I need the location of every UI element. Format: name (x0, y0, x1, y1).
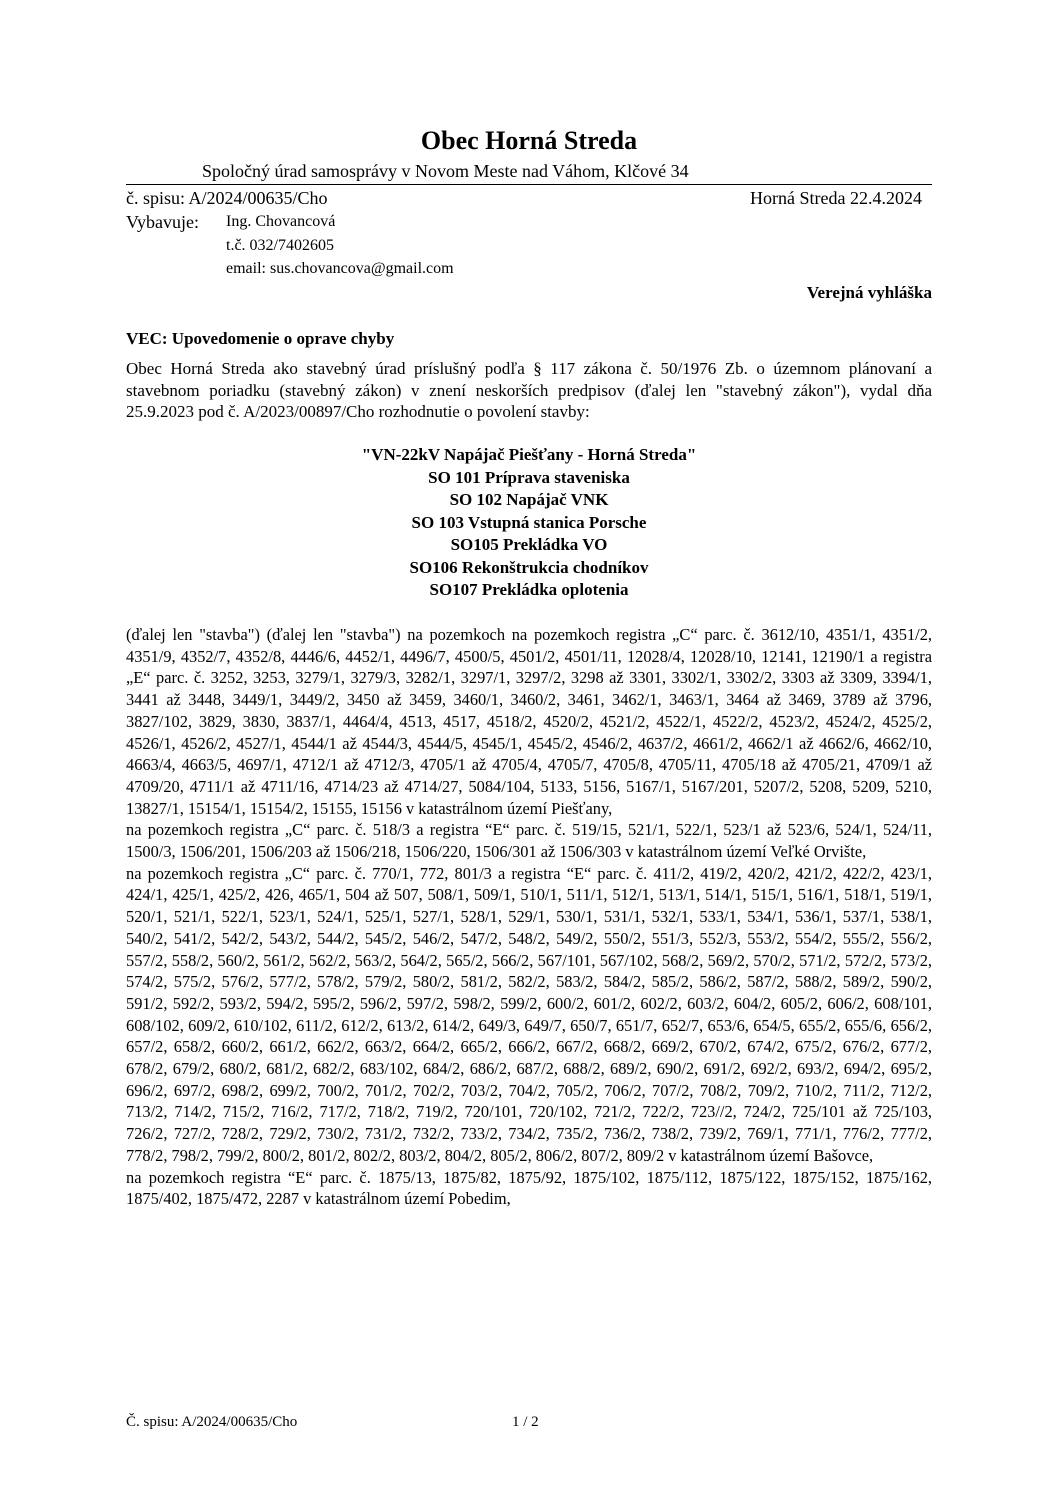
construction-item: SO105 Prekládka VO (450, 535, 608, 554)
page-number: 1 / 2 (512, 1414, 539, 1430)
parcels-velke-orviste: na pozemkoch registra „C“ parc. č. 518/3 a registra “E“ parc. č. 519/15, 521/1, 522/1, 523/1 až 523/6, 524/1, 524/11, 1500/3, 1506/201, 1506/203 až 1506/218, 1506/220, 1506/301 až 1506/303 v katastrálnom území Veľké Orvište, (126, 820, 932, 862)
construction-item: SO 102 Napájač VNK (449, 490, 609, 509)
notice-type: Verejná vyhláška (806, 283, 932, 302)
construction-item: SO106 Rekonštrukcia chodníkov (409, 557, 649, 577)
handler-label: Vybavuje: (126, 212, 199, 232)
construction-item: SO 103 Vstupná stanica Porsche (411, 512, 647, 532)
header-divider (126, 184, 932, 185)
construction-list (126, 444, 932, 602)
construction-item: SO 101 Príprava staveniska (428, 467, 630, 487)
construction-name: "VN-22kV Napájač Piešťany - Horná Streda" (361, 445, 697, 464)
subject-line: VEC: Upovedomenie o oprave chyby (126, 329, 395, 348)
document-date: Horná Streda 22.4.2024 (750, 188, 922, 208)
intro-paragraph: Obec Horná Streda ako stavebný úrad príslušný podľa § 117 zákona č. 50/1976 Zb. o územnom plánovaní a stavebnom poriadku (stavebný zákon) v znení neskorších predpisov (ďalej len "stavebný zákon"), vydal dňa 25.9.2023 pod č. A/2023/00897/Cho rozhodnutie o povolení stavby: (126, 359, 932, 422)
office-subtitle: Spoločný úrad samosprávy v Novom Meste nad Váhom, Klčové 34 (202, 161, 689, 181)
footer-file-number: Č. spisu: A/2024/00635/Cho (126, 1414, 298, 1430)
parcel-text (126, 624, 932, 1210)
handler-phone: t.č. 032/7402605 (226, 237, 334, 254)
parcels-basovce: na pozemkoch registra „C“ parc. č. 770/1, 772, 801/3 a registra “E“ parc. č. 411/2, 419/2, 420/2, 421/2, 422/2, 423/1, 424/1, 425/1, 425/2, 426, 465/1, 504 až 507, 508/1, 509/1, 510/1, 511/1, 512/1, 513/1, 514/1, 515/1, 516/1, 518/1, 519/1, 520/1, 521/1, 522/1, 523/1, 524/1, 525/1, 527/1, 528/1, 529/1, 530/1, 531/1, 532/1, 533/1, 534/1, 536/1, 537/1, 538/1, 540/2, 541/2, 542/2, 543/2, 544/2, 545/2, 546/2, 547/2, 548/2, 549/2, 550/2, 551/3, 552/3, 553/2, 554/2, 555/2, 556/2, 557/2, 558/2, 560/2, 561/2, 562/2, 563/2, 564/2, 565/2, 566/2, 567/101, 567/102, 568/2, 569/2, 570/2, 571/2, 572/2, 573/2, 574/2, 575/2, 576/2, 577/2, 578/2, 579/2, 580/2, 581/2, 582/2, 583/2, 584/2, 585/2, 586/2, 587/2, 588/2, 589/2, 590/2, 591/2, 592/2, 593/2, 594/2, 595/2, 596/2, 597/2, 598/2, 599/2, 600/2, 601/2, 602/2, 603/2, 604/2, 605/2, 606/2, 608/101, 608/102, 609/2, 610/102, 611/2, 612/2, 613/2, 614/2, 649/3, 649/7, 650/7, 651/7, 652/7, 653/6, 654/5, 655/2, 655/6, 656/2, 657/2, 658/2, 660/2, 661/2, 662/2, 663/2, 664/2, 665/2, 666/2, 667/2, 668/2, 669/2, 670/2, 674/2, 675/2, 676/2, 677/2, 678/2, 679/2, 680/2, 681/2, 682/2, 683/102, 684/2, 686/2, 687/2, 688/2, 689/2, 690/2, 691/2, 692/2, 693/2, 694/2, 695/2, 696/2, 697/2, 698/2, 699/2, 700/2, 701/2, 702/2, 703/2, 704/2, 705/2, 706/2, 707/2, 708/2, 709/2, 710/2, 711/2, 712/2, 713/2, 714/2, 715/2, 716/2, 717/2, 718/2, 719/2, 720/101, 720/102, 721/2, 722/2, 723//2, 724/2, 725/101 až 725/103, 726/2, 727/2, 728/2, 729/2, 730/2, 731/2, 732/2, 733/2, 734/2, 735/2, 736/2, 738/2, 739/2, 769/1, 771/1, 776/2, 777/2, 778/2, 798/2, 799/2, 800/2, 801/2, 802/2, 803/2, 804/2, 805/2, 806/2, 807/2, 809/2 v katastrálnom území Bašovce, (126, 863, 932, 1165)
file-number: č. spisu: A/2024/00635/Cho (126, 188, 328, 208)
construction-item: SO107 Prekládka oplotenia (429, 580, 629, 599)
handler-name: Ing. Chovancová (226, 213, 336, 230)
parcels-piestany: (ďalej len "stavba") (ďalej len "stavba") na pozemkoch na pozemkoch registra „C“ parc. č. 3612/10, 4351/1, 4351/2, 4351/9, 4352/7, 4352/8, 4446/6, 4452/1, 4496/7, 4500/5, 4501/2, 4501/11, 12028/4, 12028/10, 12141, 12190/1 a registra „E“ parc. č. 3252, 3253, 3279/1, 3279/3, 3282/1, 3297/1, 3297/2, 3298 až 3301, 3302/1, 3302/2, 3303 až 3309, 3394/1, 3441 až 3448, 3449/1, 3449/2, 3450 až 3459, 3460/1, 3460/2, 3461, 3462/1, 3463/1, 3464 až 3469, 3789 až 3796, 3827/102, 3829, 3830, 3837/1, 4464/4, 4513, 4517, 4518/2, 4520/2, 4521/2, 4522/1, 4522/2, 4523/2, 4524/2, 4525/2, 4526/1, 4526/2, 4527/1, 4544/1 až 4544/3, 4544/5, 4545/1, 4545/2, 4546/2, 4637/2, 4661/2, 4662/1 až 4662/6, 4662/10, 4663/4, 4663/5, 4697/1, 4712/1 až 4712/3, 4705/1 až 4705/4, 4705/7, 4705/8, 4705/11, 4705/18 až 4705/21, 4709/1 až 4709/20, 4711/1 až 4711/16, 4714/23 až 4714/27, 5084/104, 5133, 5156, 5167/1, 5167/201, 5207/2, 5208, 5209, 5210, 13827/1, 15154/1, 15154/2, 15155, 15156 v katastrálnom území Piešťany, (126, 625, 932, 818)
parcels-pobedim: na pozemkoch registra “E“ parc. č. 1875/13, 1875/82, 1875/92, 1875/102, 1875/112, 1875/122, 1875/152, 1875/162, 1875/402, 1875/472, 2287 v katastrálnom území Pobedim, (126, 1167, 932, 1209)
page-title: Obec Horná Streda (420, 126, 638, 155)
handler-email: email: sus.chovancova@gmail.com (226, 260, 454, 277)
